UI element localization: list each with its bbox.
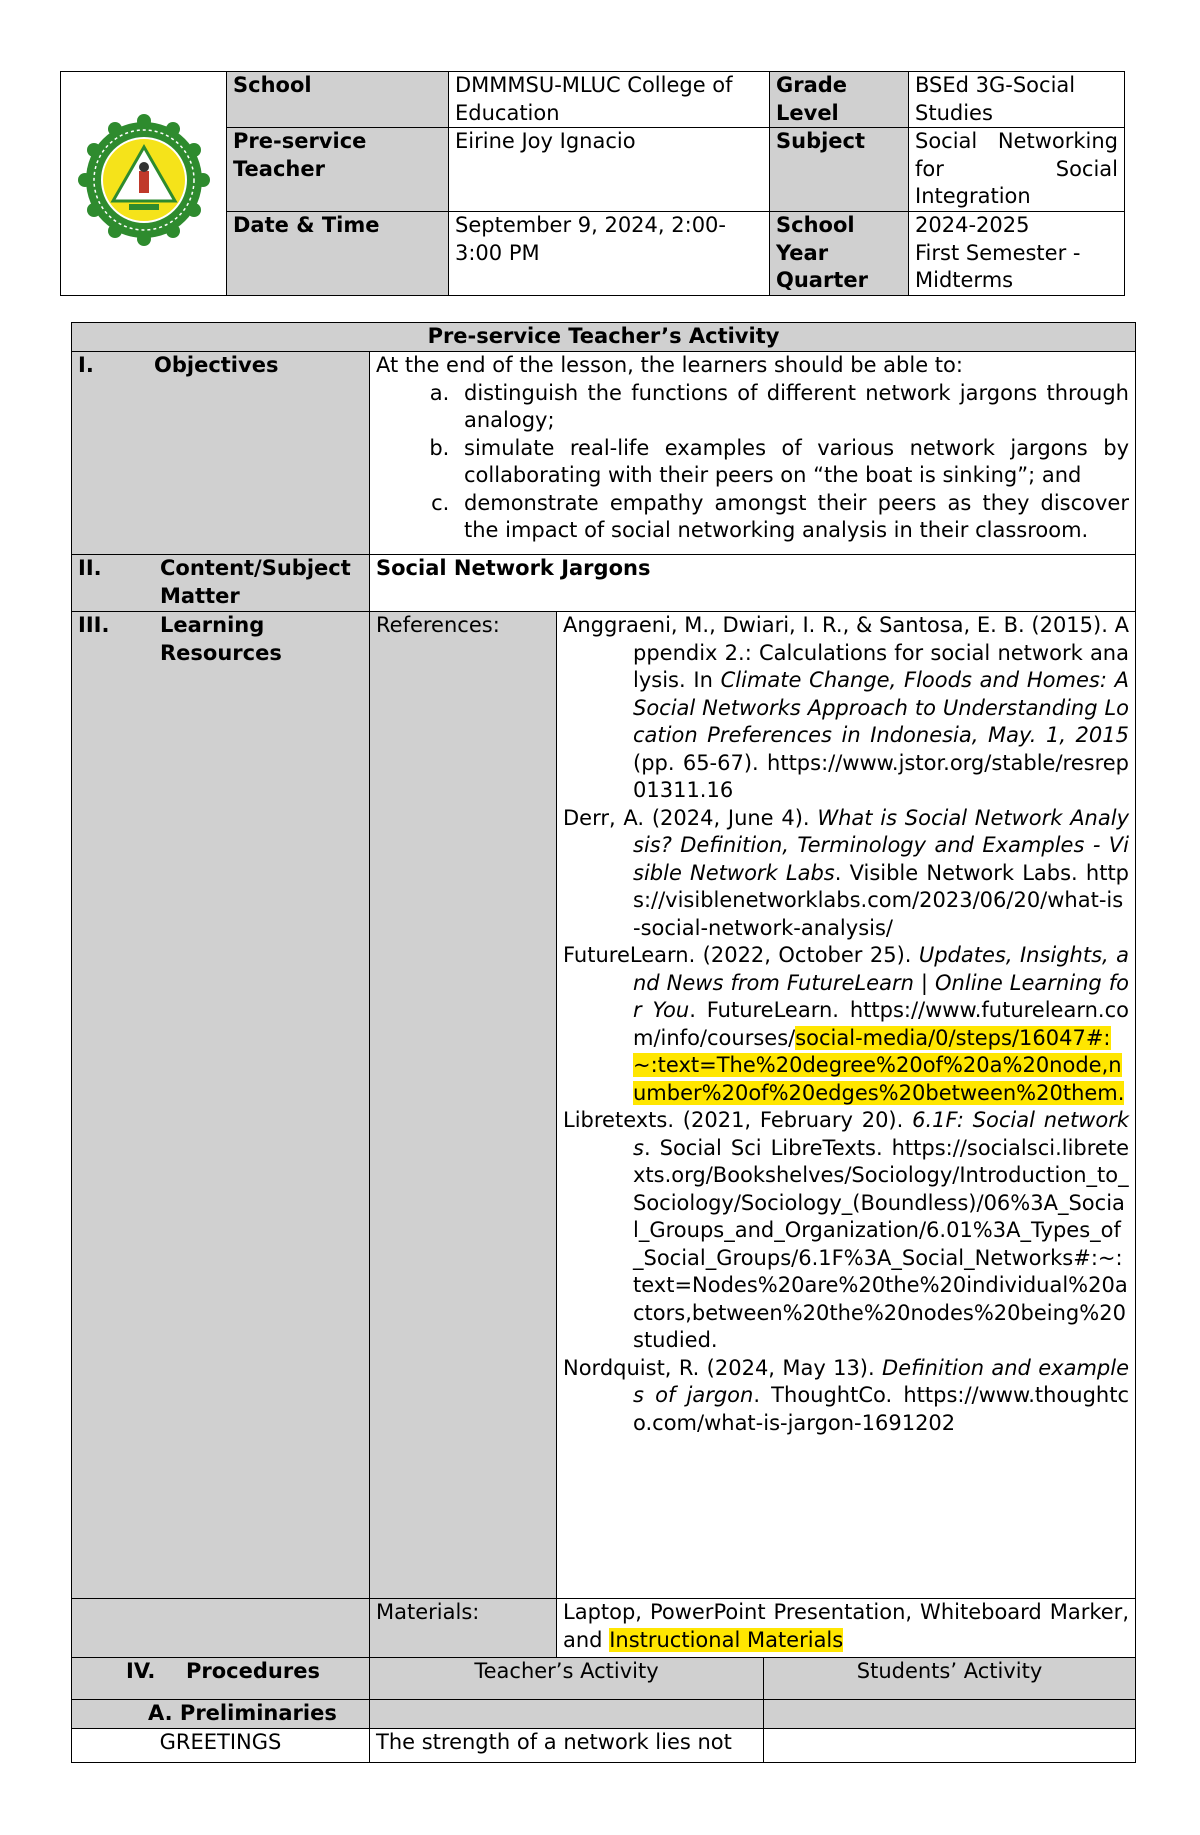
objectives-label-cell xyxy=(72,352,370,555)
content-label-cell xyxy=(72,555,370,612)
datetime-label: Date & Time xyxy=(227,212,449,296)
reference-title: 6.1F: Social networks xyxy=(633,1108,1129,1160)
reference-text: Derr, A. (2024, June 4). xyxy=(563,805,818,830)
objectives-list xyxy=(376,380,1129,545)
schoolyear-year: 2024-2025 xyxy=(915,213,1030,237)
grade-value: BSEd 3G-Social Studies xyxy=(909,72,1125,128)
schoolyear-semester: First Semester - Midterms xyxy=(915,240,1081,292)
content-label: Content/Subject Matter xyxy=(160,556,351,608)
school-value: DMMMSU-MLUC College of Education xyxy=(449,72,770,128)
activity-title: Pre-service Teacher’s Activity xyxy=(72,323,1136,352)
reference-title: Definition and examples of jargon xyxy=(633,1355,1129,1407)
preliminaries-teacher-cell xyxy=(370,1700,764,1729)
students-activity-header: Students’ Activity xyxy=(764,1658,1136,1700)
objectives-num: I. xyxy=(78,353,94,377)
objectives-intro: At the end of the lesson, the learners should be able to: xyxy=(376,353,963,377)
objective-item: c. demonstrate empathy amongst their peers as they discover the impact of social networking analysis in their classroom. xyxy=(456,490,1129,545)
reference-item xyxy=(563,942,1129,1107)
materials-highlighted: Instructional Materials xyxy=(609,1627,844,1652)
reference-item xyxy=(563,612,1129,805)
procedures-label: Procedures xyxy=(186,1659,320,1683)
reference-highlighted-url: social-media/0/steps/16047#:~:text=The%20degree%20of%20a%20node,number%20of%20edges%20between%20them. xyxy=(633,1025,1125,1105)
schoolyear-label: School Year Quarter xyxy=(770,212,909,296)
objective-item: b. simulate real-life examples of various network jargons by collaborating with their peers on “the boat is sinking”; and xyxy=(456,435,1129,490)
content-value: Social Network Jargons xyxy=(370,555,1136,612)
seal-graphic xyxy=(73,109,215,251)
procedures-label-cell xyxy=(72,1658,370,1700)
reference-text: Nordquist, R. (2024, May 13). xyxy=(563,1355,883,1380)
resources-label: Learning Resources xyxy=(160,613,282,665)
references-label: References: xyxy=(370,612,557,1599)
procedures-num: IV. xyxy=(126,1659,156,1683)
teacher-activity-header: Teacher’s Activity xyxy=(370,1658,764,1700)
reference-title: What is Social Network Analysis? Definition, Terminology and Examples - Visible Network Labs xyxy=(633,805,1129,885)
reference-text: . ThoughtCo. https://www.thoughtco.com/what-is-jargon-1691202 xyxy=(633,1383,1129,1435)
college-seal-icon xyxy=(61,72,227,296)
preliminaries-students-cell xyxy=(764,1700,1136,1729)
lesson-plan-table xyxy=(71,322,1136,1763)
reference-item xyxy=(563,1355,1129,1438)
reference-text: (pp. 65-67). https://www.jstor.org/stable/resrep01311.16 xyxy=(633,750,1129,802)
content-num: II. xyxy=(78,556,102,580)
greetings-label: GREETINGS xyxy=(72,1729,370,1763)
reference-item xyxy=(563,805,1129,943)
preliminaries-label: A. Preliminaries xyxy=(72,1700,370,1729)
grade-label: Grade Level xyxy=(770,72,909,128)
schoolyear-value xyxy=(909,212,1125,296)
datetime-value: September 9, 2024, 2:00-3:00 PM xyxy=(449,212,770,296)
reference-title: Climate Change, Floods and Homes: A Social Networks Approach to Understanding Location Preferences in Indonesia, May. 1, 2015 xyxy=(633,668,1129,747)
objectives-cell xyxy=(370,352,1136,555)
header-table xyxy=(60,71,1125,296)
reference-text: Libretexts. (2021, February 20). xyxy=(563,1108,913,1132)
reference-text: . Visible Network Labs. https://visiblenetworklabs.com/2023/06/20/what-is-social-network-analysis/ xyxy=(633,860,1130,940)
greetings-students xyxy=(764,1729,1136,1763)
resources-spacer xyxy=(72,1599,370,1658)
reference-text: . FutureLearn. https://www.futurelearn.com/info/courses/ xyxy=(633,998,1129,1050)
teacher-label: Pre-service Teacher xyxy=(227,128,449,212)
subject-label: Subject xyxy=(770,128,909,212)
school-label: School xyxy=(227,72,449,128)
resources-label-cell xyxy=(72,612,370,1599)
objectives-label: Objectives xyxy=(154,353,279,377)
objective-item: a. distinguish the functions of different network jargons through analogy; xyxy=(456,380,1129,435)
reference-title: Updates, Insights, and News from FutureLearn | Online Learning for You xyxy=(633,943,1129,1022)
reference-text: . Social Sci LibreTexts. https://socialsci.libretexts.org/Bookshelves/Sociology/Introduction_to_Sociology/Sociology_(Boundless)/06%3A_Social_Groups_and_Organization/6.01%3A_Types_of_Social_Groups/6.1F%3A_Social_Networks#:~:text=Nodes%20are%20the%20individual%20actors,between%20the%20nodes%20being%20studied. xyxy=(633,1135,1129,1352)
references-cell xyxy=(557,612,1136,1599)
materials-label: Materials: xyxy=(370,1599,557,1658)
reference-text: Anggraeni, M., Dwiari, I. R., & Santosa, E. B. (2015). Appendix 2.: Calculations for social network analysis. In xyxy=(563,613,1129,692)
resources-num: III. xyxy=(78,613,110,637)
reference-item xyxy=(563,1107,1129,1355)
reference-text: FutureLearn. (2022, October 25). xyxy=(563,943,919,967)
materials-value xyxy=(557,1599,1136,1658)
greetings-teacher: The strength of a network lies not xyxy=(370,1729,764,1763)
materials-text: Laptop, PowerPoint Presentation, Whiteboard Marker, and xyxy=(563,1600,1129,1652)
teacher-value: Eirine Joy Ignacio xyxy=(449,128,770,212)
subject-value: Social Networking for Social Integration xyxy=(909,128,1125,212)
